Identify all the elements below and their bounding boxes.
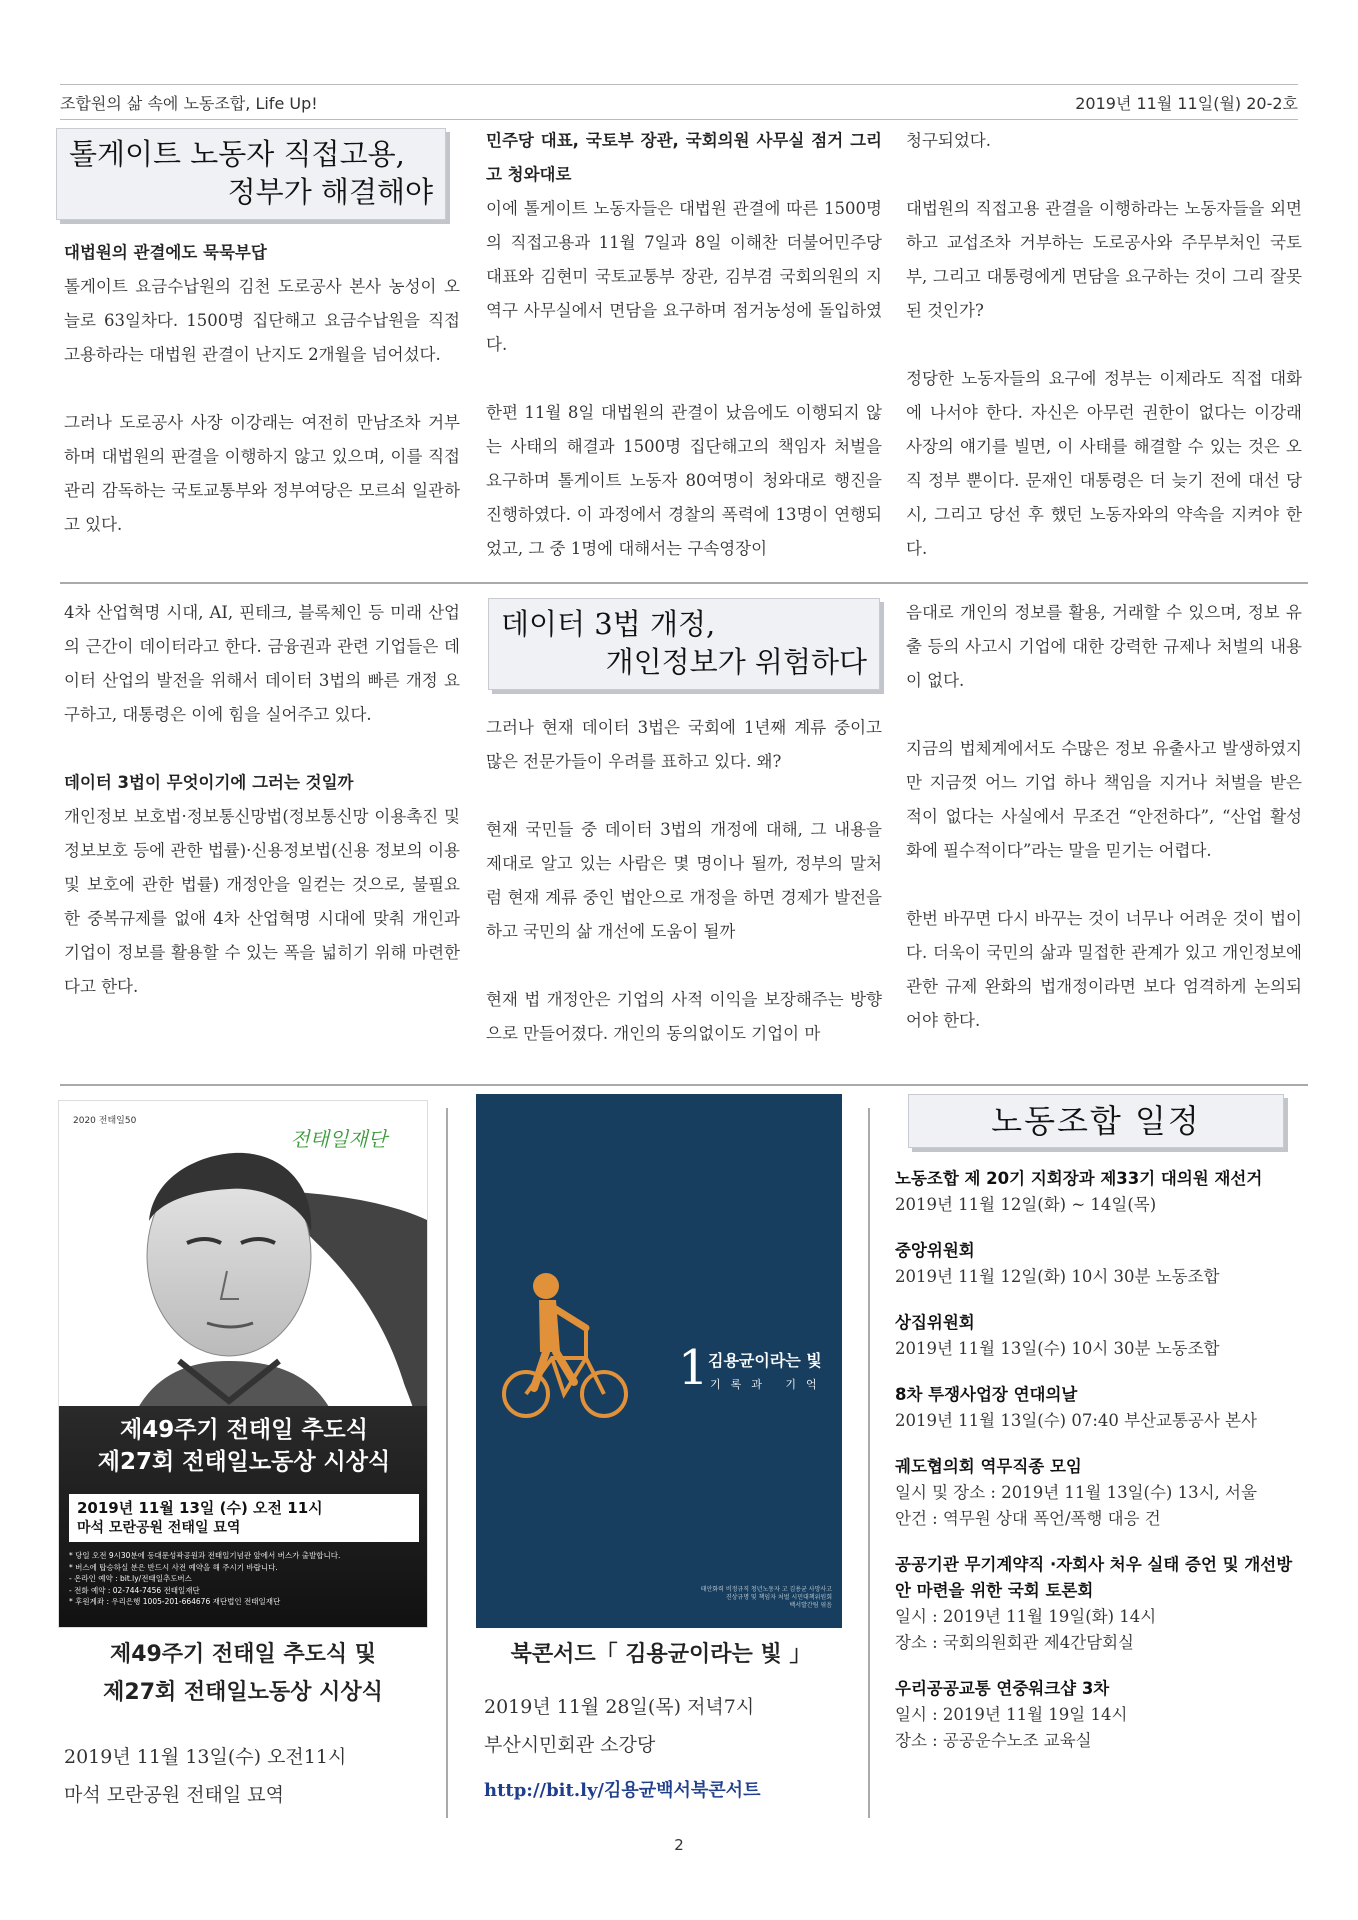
paragraph: 음대로 개인의 정보를 활용, 거래할 수 있으며, 정보 유출 등의 사고시 기업에 대한 강력한 규제나 처벌의 내용이 없다. xyxy=(906,603,1302,690)
poster-date: 2019년 11월 13일 (수) 오전 11시 xyxy=(77,1499,323,1517)
event1-date: 2019년 11월 13일(수) 오전11시 xyxy=(64,1746,347,1768)
paragraph-gap xyxy=(486,949,882,983)
article1-column-2 xyxy=(486,124,882,566)
book-credits xyxy=(701,1586,832,1610)
paragraph: 이에 톨게이트 노동자들은 대법원 관결에 따른 1500명의 직접고용과 11월 7일과 8일 이해찬 더불어민주당 대표와 김현미 국토교통부 장관, 김부겸 국회의원의 지역구 사무실에서 면담을 요구하며 점거농성에 돌입하였다. xyxy=(486,199,882,354)
schedule-item-detail: 일시 : 2019년 11월 19일(화) 14시 xyxy=(895,1607,1157,1626)
poster-date-box xyxy=(69,1494,419,1542)
article1-title-line1: 톨게이트 노동자 직접고용, xyxy=(69,137,405,171)
event1-info xyxy=(64,1738,434,1814)
paragraph: 그러나 도로공사 사장 이강래는 여전히 만남조차 거부하며 대법원의 판결을 이행하지 않고 있으며, 이를 직접 관리 감독하는 국토교통부와 정부여당은 모르쇠 일관하고 있다. xyxy=(64,413,460,534)
schedule-item-detail: 2019년 11월 13일(수) 07:40 부산교통공사 본사 xyxy=(895,1411,1257,1430)
poster-place: 마석 모란공원 전태일 묘역 xyxy=(77,1520,241,1536)
schedule-item-title: 중앙위원회 xyxy=(895,1241,975,1260)
schedule-item-title: 우리공공교통 연중워크샵 3차 xyxy=(895,1679,1110,1698)
event1-caption xyxy=(58,1636,428,1712)
poster-note-line: - 전화 예약 : 02-744-7456 전태일재단 xyxy=(69,1585,200,1595)
event1-caption-line1: 제49주기 전태일 추도식 및 xyxy=(109,1642,377,1667)
article1-column-1 xyxy=(64,236,460,542)
schedule-item-title: 궤도협의회 역무직종 모임 xyxy=(895,1457,1082,1476)
foundation-logo: 전태일재단 xyxy=(290,1127,387,1151)
schedule-item-title: 상집위원회 xyxy=(895,1313,975,1332)
schedule-item-detail: 장소 : 국회의원회관 제4간담회실 xyxy=(895,1633,1134,1652)
schedule-item xyxy=(895,1310,1295,1362)
article1-title-line2: 정부가 해결해야 xyxy=(227,175,433,209)
header-slogan: 조합원의 삶 속에 노동조합, Life Up! xyxy=(60,93,318,113)
paragraph-gap xyxy=(64,732,460,766)
paragraph: 현재 국민들 중 데이터 3법의 개정에 대해, 그 내용을 제대로 알고 있는 사람은 몇 명이나 될까, 정부의 말처럼 현재 계류 중인 법안으로 개정을 하면 경제가 발전을 하고 국민의 삶 개선에 도움이 될까 xyxy=(486,820,882,941)
paragraph-gap xyxy=(906,698,1302,732)
poster-note-line: * 당일 오전 9시30분에 동대문성곽공원과 전태일기념관 앞에서 버스가 출발합니다. xyxy=(69,1551,341,1560)
book-cover-poster xyxy=(476,1094,842,1628)
column-divider xyxy=(868,1108,870,1818)
schedule-item-title: 공공기관 무기계약직 ·자회사 처우 실태 증언 및 개선방안 마련을 위한 국회 토론회 xyxy=(895,1555,1293,1600)
subheading: 데이터 3법이 무엇이기에 그러는 것일까 xyxy=(64,773,354,792)
schedule-item-title: 8차 투쟁사업장 연대의날 xyxy=(895,1385,1078,1404)
poster-title-2: 제27회 전태일노동상 시상식 xyxy=(97,1449,391,1475)
schedule-item-detail: 일시 : 2019년 11월 19일 14시 xyxy=(895,1705,1128,1724)
article2-column-1 xyxy=(64,596,460,1004)
paragraph-gap xyxy=(906,328,1302,362)
paragraph: 한번 바꾸면 다시 바꾸는 것이 너무나 어려운 것이 법이다. 더욱이 국민의 삶과 밀접한 관계가 있고 개인정보에 관한 규제 완화의 법개정이라면 보다 엄격하게 논의되어야 한다. xyxy=(906,909,1302,1030)
poster-title-1: 제49주기 전태일 추도식 xyxy=(120,1417,368,1443)
book-title: 김용균이라는 빛 xyxy=(708,1351,822,1370)
paragraph-gap xyxy=(486,779,882,813)
schedule-title: 노동조합 일정 xyxy=(991,1102,1201,1140)
subheading: 대법원의 관결에도 묵묵부답 xyxy=(64,243,267,262)
book-subtitle: 기록과 기억 xyxy=(710,1378,827,1391)
book-credit-3: 백서발간팀 엮음 xyxy=(789,1602,832,1609)
schedule-item-detail: 일시 및 장소 : 2019년 11월 13일(수) 13시, 서울 xyxy=(895,1483,1257,1502)
chuntaeil-memorial-poster xyxy=(58,1100,428,1628)
book-credit-2: 진상규명 및 책임자 처벌 시민대책위원회 xyxy=(725,1594,832,1601)
event2-date: 2019년 11월 28일(목) 저녁7시 xyxy=(484,1696,755,1718)
event2-place: 부산시민회관 소강당 xyxy=(484,1734,656,1756)
schedule-item xyxy=(895,1238,1295,1290)
article2-column-2 xyxy=(486,711,882,1051)
paragraph-gap xyxy=(486,362,882,396)
paragraph: 4차 산업혁명 시대, AI, 핀테크, 블록체인 등 미래 산업의 근간이 데이터라고 한다. 금융권과 관련 기업들은 데이터 산업의 발전을 위해서 데이터 3법의 빠른 개정 요구하고, 대통령은 이에 힘을 실어주고 있다. xyxy=(64,603,460,724)
article2-column-3 xyxy=(906,596,1302,1038)
paragraph-gap xyxy=(906,868,1302,902)
schedule-item xyxy=(895,1454,1295,1532)
schedule-item-detail: 2019년 11월 12일(화) ~ 14일(목) xyxy=(895,1195,1157,1214)
schedule-item xyxy=(895,1382,1295,1434)
paragraph: 지금의 법체계에서도 수많은 정보 유출사고 발생하였지만 지금껏 어느 기업 하나 책임을 지거나 처벌을 받은 적이 없다는 사실에서 무조건 “안전하다”, “산업 활성화에 필수적이다”라는 말을 믿기는 어렵다. xyxy=(906,739,1302,860)
paragraph: 톨게이트 요금수납원의 김천 도로공사 본사 농성이 오늘로 63일차다. 1500명 집단해고 요금수납원을 직접고용하라는 대법원 관결이 난지도 2개월을 넘어섰다. xyxy=(64,277,460,364)
poster-note-line: * 버스에 탑승하실 분은 반드시 사전 예약을 해 주시기 바랍니다. xyxy=(69,1562,278,1572)
event2-link[interactable]: http://bit.ly/김용균백서북콘서트 xyxy=(484,1780,761,1801)
poster-note-line: - 온라인 예약 : bit.ly/전태일추도버스 xyxy=(69,1574,192,1583)
article2-title-box xyxy=(488,598,880,690)
event1-caption-line2: 제27회 전태일노동상 시상식 xyxy=(103,1680,383,1705)
page-header xyxy=(60,84,1298,120)
schedule-list xyxy=(895,1166,1295,1774)
paragraph: 그러나 현재 데이터 3법은 국회에 1년째 계류 중이고 많은 전문가들이 우려를 표하고 있다. 왜? xyxy=(486,718,882,771)
header-issue-date: 2019년 11월 11일(월) 20-2호 xyxy=(1075,93,1298,113)
poster-dark-panel xyxy=(59,1406,428,1628)
schedule-item xyxy=(895,1676,1295,1754)
article1-title-box xyxy=(56,128,446,220)
page-number: 2 xyxy=(674,1836,684,1854)
section-divider xyxy=(60,582,1308,584)
poster-notes xyxy=(69,1550,419,1608)
paragraph-gap xyxy=(64,372,460,406)
schedule-item-detail: 안건 : 역무원 상대 폭언/폭행 대응 건 xyxy=(895,1509,1161,1528)
article2-title-line1: 데이터 3법 개정, xyxy=(501,607,716,641)
event2-caption: 북콘서드「 김용균이라는 빛 」 xyxy=(510,1642,812,1667)
paragraph: 청구되었다. xyxy=(906,131,991,150)
paragraph-gap xyxy=(906,158,1302,192)
paragraph: 개인정보 보호법·정보통신망법(정보통신망 이용촉진 및 정보보호 등에 관한 법률)·신용정보법(신용 정보의 이용 및 보호에 관한 법률) 개정안을 일컫는 것으로, 불필요한 중복규제를 없애 4차 산업혁명 시대에 맞춰 개인과 기업이 정보를 활용할 수 있는 폭을 넓히기 위해 마련한다고 한다. xyxy=(64,807,460,996)
schedule-item xyxy=(895,1552,1295,1656)
article2-title-line2: 개인정보가 위험하다 xyxy=(605,645,867,679)
book-credit-1: 태안화력 비정규직 청년노동자 고 김용균 사망사고 xyxy=(700,1586,832,1593)
paragraph: 정당한 노동자들의 요구에 정부는 이제라도 직접 대화에 나서야 한다. 자신은 아무런 권한이 없다는 이강래 사장의 얘기를 빌면, 이 사태를 해결할 수 있는 것은 오직 정부 뿐이다. 문재인 대통령은 더 늦기 전에 대선 당시, 그리고 당선 후 했던 노동자와의 약속을 지켜야 한다. xyxy=(906,369,1302,558)
paragraph: 대법원의 직접고용 관결을 이행하라는 노동자들을 외면하고 교섭조차 거부하는 도로공사와 주무부처인 국토부, 그리고 대통령에게 면담을 요구하는 것이 그리 잘못된 것인가? xyxy=(906,199,1302,320)
schedule-item xyxy=(895,1166,1295,1218)
event2-info xyxy=(484,1688,854,1810)
schedule-item-detail: 2019년 11월 13일(수) 10시 30분 노동조합 xyxy=(895,1339,1220,1358)
poster-top-label: 2020 전태일50 xyxy=(73,1116,137,1126)
book-volume-number: 1 xyxy=(678,1340,709,1396)
schedule-title-box xyxy=(908,1094,1284,1148)
column-divider xyxy=(446,1108,448,1818)
paragraph: 한편 11월 8일 대법원의 관결이 났음에도 이행되지 않는 사태의 해결과 1500명 집단해고의 책임자 처벌을 요구하며 톨게이트 노동자 80여명이 청와대로 행진을 진행하였다. 이 과정에서 경찰의 폭력에 13명이 연행되었고, 그 중 1명에 대해서는 구속영장이 xyxy=(486,403,882,558)
poster-note-line: * 후원계좌 : 우리은행 1005-201-664676 재단법인 전태일재단 xyxy=(69,1597,281,1606)
schedule-item-detail: 장소 : 공공운수노조 교육실 xyxy=(895,1731,1092,1750)
schedule-item-detail: 2019년 11월 12일(화) 10시 30분 노동조합 xyxy=(895,1267,1220,1286)
article1-column-3 xyxy=(906,124,1302,566)
schedule-item-title: 노동조합 제 20기 지회장과 제33기 대의원 재선거 xyxy=(895,1169,1263,1188)
cyclist-illustration xyxy=(494,1262,644,1432)
paragraph: 현재 법 개정안은 기업의 사적 이익을 보장해주는 방향으로 만들어졌다. 개인의 동의없이도 기업이 마 xyxy=(486,990,882,1043)
event1-place: 마석 모란공원 전태일 묘역 xyxy=(64,1784,285,1806)
section-divider xyxy=(60,1084,1308,1086)
subheading: 민주당 대표, 국토부 장관, 국회의원 사무실 점거 그리고 청와대로 xyxy=(486,131,882,184)
